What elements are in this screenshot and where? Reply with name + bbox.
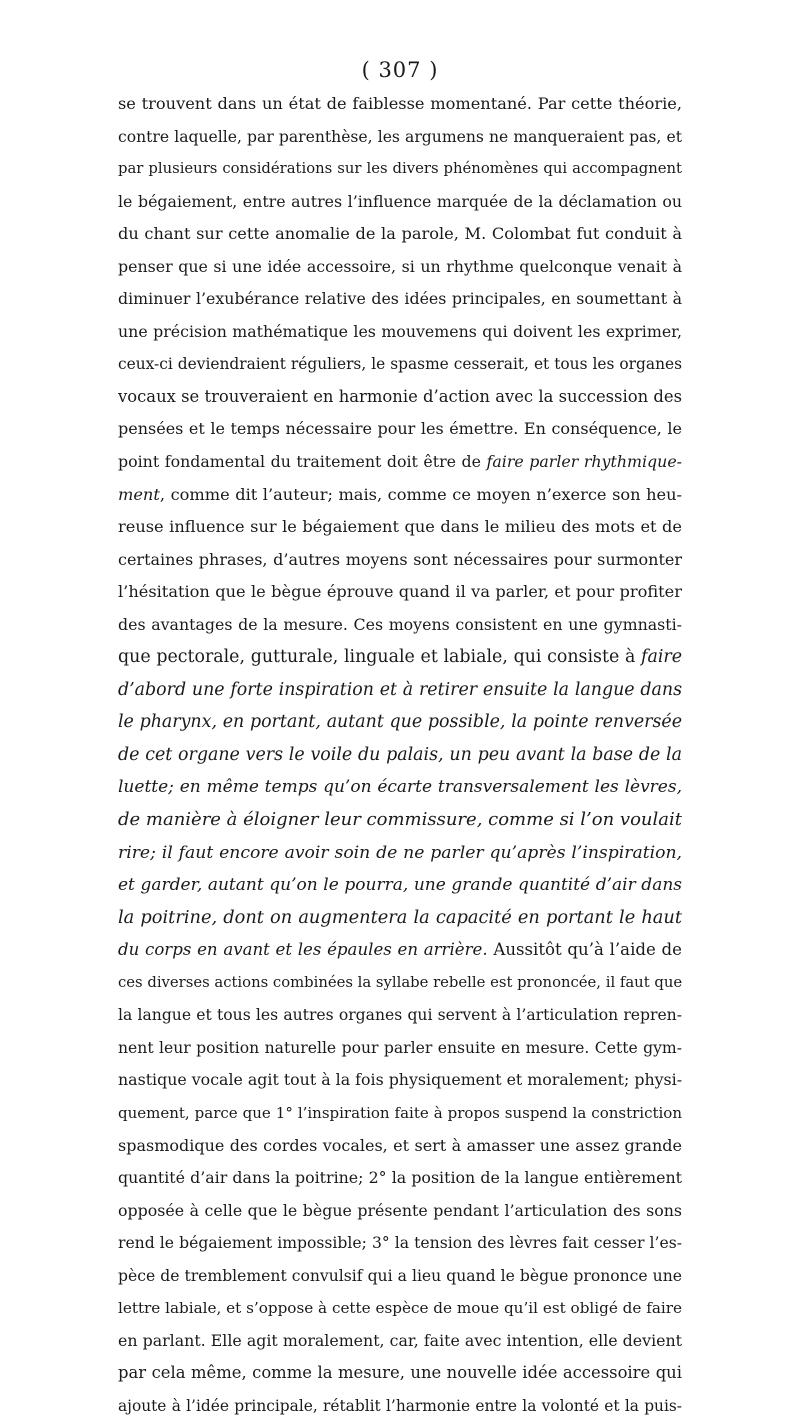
text-segment: ces diverses actions combinées la syllabe rebelle est prononcée, il faut que bbox=[118, 973, 682, 991]
italic-text-segment: le pharynx, en portant, autant que possible, la pointe renversée bbox=[118, 712, 682, 733]
italic-text-segment: faire parler rhythmique- bbox=[486, 452, 682, 472]
text-segment: point fondamental du traitement doit être de bbox=[118, 452, 487, 472]
text-line bbox=[118, 218, 682, 251]
italic-text-segment: d’abord une forte inspiration et à retirer ensuite la langue dans bbox=[118, 679, 682, 700]
text-segment: pensées et le temps nécessaire pour les émettre. En conséquence, le bbox=[118, 419, 682, 439]
text-segment: lettre labiale, et s’oppose à cette espèce de moue qu’il est obligé de faire bbox=[118, 1299, 682, 1318]
text-line bbox=[118, 251, 682, 284]
italic-text-segment: de manière à éloigner leur commissure, comme si l’on voulait bbox=[118, 809, 682, 831]
text-line bbox=[118, 771, 682, 804]
text-line bbox=[118, 186, 682, 219]
text-line bbox=[118, 1390, 682, 1422]
text-segment: ajoute à l’idée principale, rétablit l’harmonie entre la volonté et la puis- bbox=[118, 1396, 682, 1415]
italic-text-segment: faire bbox=[641, 647, 682, 668]
text-line bbox=[118, 609, 682, 642]
text-segment: que pectorale, gutturale, linguale et labiale, qui consiste à bbox=[118, 647, 642, 668]
text-segment: reuse influence sur le bégaiement que dans le milieu des mots et de bbox=[118, 517, 682, 537]
italic-text-segment: ment bbox=[118, 484, 160, 504]
text-line bbox=[118, 869, 682, 902]
body-text bbox=[118, 88, 682, 1422]
text-line bbox=[118, 641, 682, 674]
text-segment: la langue et tous les autres organes qui servent à l’articulation repren- bbox=[118, 1006, 682, 1025]
italic-text-segment: du corps en avant et les épaules en arrière. bbox=[118, 940, 488, 960]
text-line bbox=[118, 381, 682, 414]
text-segment: vocaux se trouveraient en harmonie d’action avec la succession des bbox=[118, 386, 682, 406]
italic-text-segment: rire; il faut encore avoir soin de ne parler qu’après l’inspiration, bbox=[118, 842, 682, 863]
text-line bbox=[118, 1325, 682, 1358]
text-segment: nent leur position naturelle pour parler ensuite en mesure. Cette gym- bbox=[118, 1038, 682, 1057]
text-line bbox=[118, 1292, 682, 1325]
text-segment: le bégaiement, entre autres l’influence marquée de la déclamation ou bbox=[118, 191, 682, 211]
text-line bbox=[118, 1260, 682, 1293]
text-line bbox=[118, 902, 682, 935]
text-segment: rend le bégaiement impossible; 3° la tension des lèvres fait cesser l’es- bbox=[118, 1234, 682, 1253]
text-line bbox=[118, 1130, 682, 1163]
text-line bbox=[118, 316, 682, 349]
text-segment: ceux-ci deviendraient réguliers, le spasme cesserait, et tous les organes bbox=[118, 355, 682, 374]
page-number: ( 307 ) bbox=[361, 58, 439, 82]
text-line bbox=[118, 804, 682, 837]
text-segment: certaines phrases, d’autres moyens sont nécessaires pour surmonter bbox=[118, 549, 682, 569]
text-line bbox=[118, 1195, 682, 1228]
text-segment: nastique vocale agit tout à la fois physiquement et moralement; physi- bbox=[118, 1070, 682, 1090]
text-segment: des avantages de la mesure. Ces moyens consistent en une gymnasti- bbox=[118, 614, 682, 634]
text-line bbox=[118, 121, 682, 154]
text-line bbox=[118, 706, 682, 739]
text-segment: quement, parce que 1° l’inspiration faite à propos suspend la constriction bbox=[118, 1103, 682, 1122]
italic-text-segment: de cet organe vers le voile du palais, un peu avant la base de la bbox=[118, 744, 682, 765]
text-line bbox=[118, 348, 682, 381]
text-segment: par plusieurs considérations sur les divers phénomènes qui accompagnent bbox=[118, 160, 682, 178]
text-line bbox=[118, 934, 682, 967]
text-line bbox=[118, 283, 682, 316]
text-line bbox=[118, 88, 682, 121]
text-line bbox=[118, 967, 682, 1000]
text-line bbox=[118, 1227, 682, 1260]
text-line bbox=[118, 1032, 682, 1065]
text-segment: du chant sur cette anomalie de la parole, M. Colombat fut conduit à bbox=[118, 224, 682, 244]
text-line bbox=[118, 544, 682, 577]
text-line bbox=[118, 413, 682, 446]
text-line bbox=[118, 1162, 682, 1195]
text-segment: contre laquelle, par parenthèse, les argumens ne manqueraient pas, et bbox=[118, 127, 682, 146]
text-segment: , comme dit l’auteur; mais, comme ce moyen n’exerce son heu- bbox=[159, 484, 682, 504]
text-line bbox=[118, 576, 682, 609]
text-segment: opposée à celle que le bègue présente pendant l’articulation des sons bbox=[118, 1200, 682, 1220]
text-line bbox=[118, 153, 682, 186]
text-line bbox=[118, 1357, 682, 1390]
text-segment: par cela même, comme la mesure, une nouvelle idée accessoire qui bbox=[118, 1363, 682, 1383]
text-line bbox=[118, 1064, 682, 1097]
italic-text-segment: luette; en même temps qu’on écarte transversalement les lèvres, bbox=[118, 777, 682, 798]
text-line bbox=[118, 446, 682, 479]
text-line bbox=[118, 999, 682, 1032]
text-segment: une précision mathématique les mouvemens qui doivent les exprimer, bbox=[118, 321, 682, 341]
text-line bbox=[118, 479, 682, 512]
text-segment: penser que si une idée accessoire, si un rhythme quelconque venait à bbox=[118, 256, 682, 276]
text-line bbox=[118, 739, 682, 772]
text-segment: l’hésitation que le bègue éprouve quand il va parler, et pour profiter bbox=[118, 582, 682, 602]
text-segment: spasmodique des cordes vocales, et sert à amasser une assez grande bbox=[118, 1135, 682, 1155]
text-line bbox=[118, 674, 682, 707]
text-segment: pèce de tremblement convulsif qui a lieu quand le bègue prononce une bbox=[118, 1266, 682, 1285]
italic-text-segment: et garder, autant qu’on le pourra, une grande quantité d’air dans bbox=[118, 875, 682, 896]
text-segment: diminuer l’exubérance relative des idées principales, en soumettant à bbox=[118, 289, 682, 309]
text-line bbox=[118, 1097, 682, 1130]
text-segment: en parlant. Elle agit moralement, car, faite avec intention, elle devient bbox=[118, 1330, 682, 1350]
text-line bbox=[118, 837, 682, 870]
text-segment: Aussitôt qu’à l’aide de bbox=[487, 940, 682, 960]
text-segment: quantité d’air dans la poitrine; 2° la position de la langue entièrement bbox=[118, 1168, 682, 1188]
text-segment: se trouvent dans un état de faiblesse momentané. Par cette théorie, bbox=[118, 94, 682, 113]
text-line bbox=[118, 511, 682, 544]
italic-text-segment: la poitrine, dont on augmentera la capacité en portant le haut bbox=[118, 906, 682, 928]
